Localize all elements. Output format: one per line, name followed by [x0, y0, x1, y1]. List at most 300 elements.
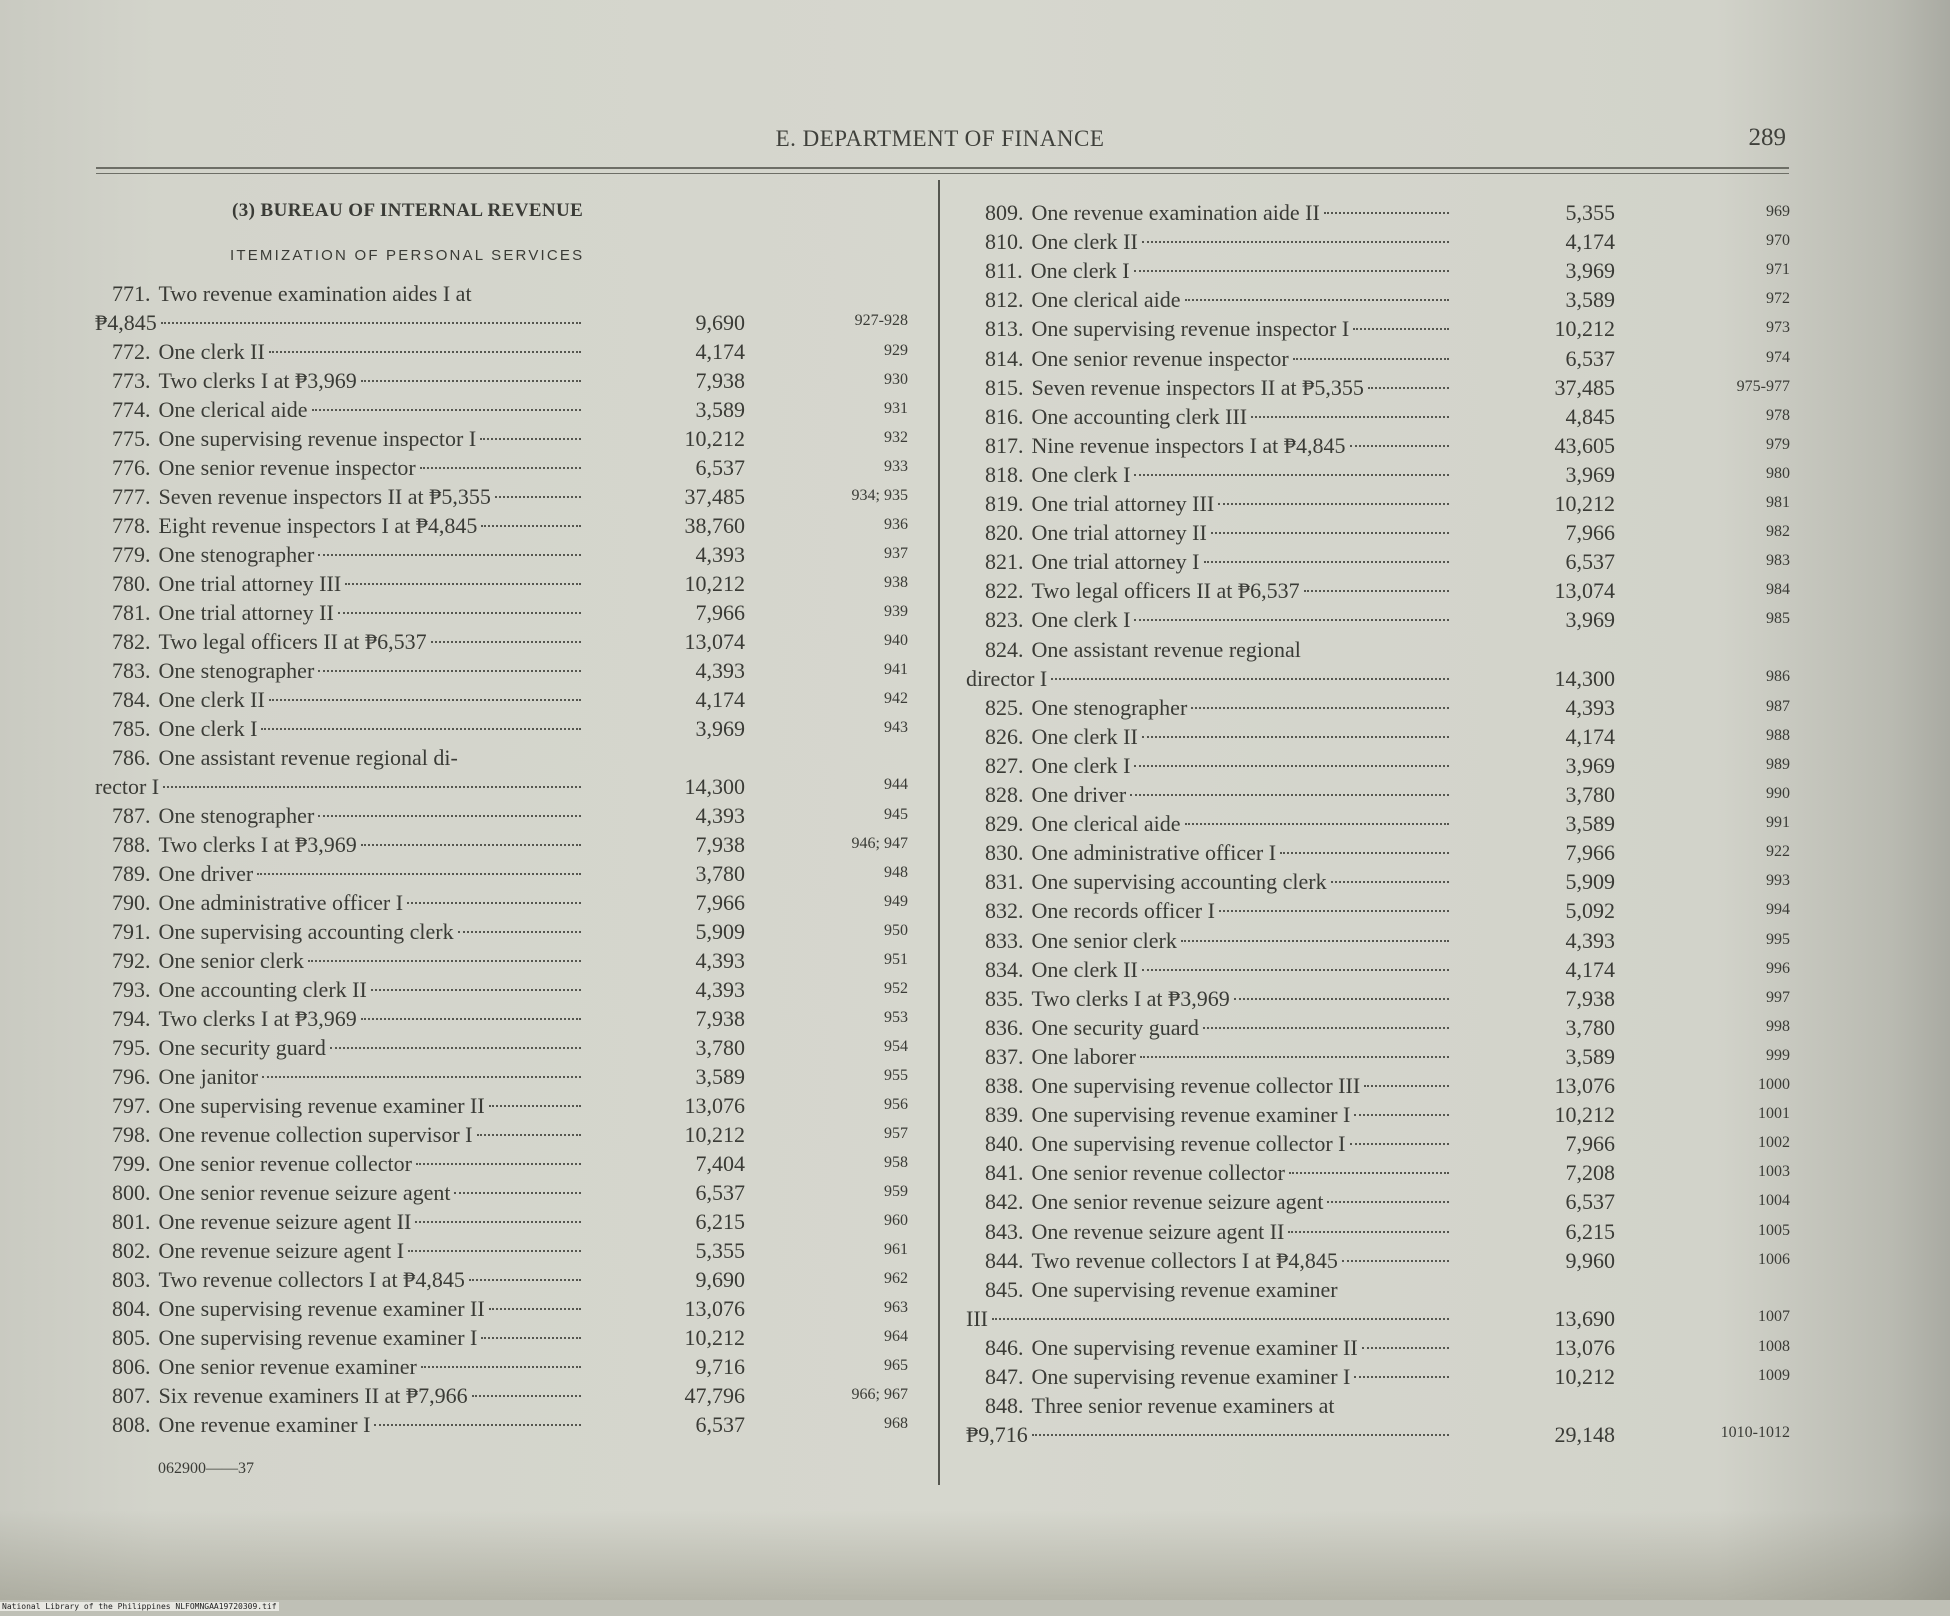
leader-dots: [1051, 678, 1449, 680]
leader-dots: [1289, 1172, 1449, 1174]
entry-label: [985, 637, 1453, 663]
entry-number: 814.: [985, 345, 1024, 371]
entry-label: [112, 1093, 585, 1119]
entry-amount: 4,174: [1565, 229, 1615, 255]
leader-dots: [1134, 270, 1449, 272]
entry-label: [985, 986, 1453, 1012]
entry-number: 829.: [985, 811, 1024, 837]
entry-reference: 944: [884, 776, 908, 793]
entry-number: 825.: [985, 694, 1024, 720]
entry-amount: 4,393: [695, 658, 745, 683]
entry-text: One senior clerk: [1031, 927, 1177, 953]
entry-reference: 1003: [1758, 1163, 1790, 1181]
entry-reference: 956: [884, 1096, 908, 1113]
entry-number: 811.: [985, 258, 1023, 284]
entry-text: One supervising revenue examiner: [1031, 1276, 1338, 1302]
leader-dots: [1354, 1114, 1449, 1116]
leader-dots: [361, 380, 581, 382]
entry-reference: 1001: [1758, 1105, 1790, 1123]
entry-text: Two clerks I at ₱3,969: [158, 832, 357, 857]
entry-number: 773.: [112, 368, 151, 393]
entry-reference: 971: [1766, 261, 1790, 279]
entry-reference: 939: [884, 603, 908, 620]
entry-amount: 3,969: [1565, 461, 1615, 487]
entry-label: [985, 782, 1453, 808]
entry-label: [985, 375, 1453, 401]
leader-dots: [1142, 736, 1449, 738]
entry-number: 788.: [112, 832, 151, 857]
entry-amount: 38,760: [684, 513, 745, 538]
entry-amount: 10,212: [684, 426, 745, 451]
entry-text: One senior revenue collector: [158, 1151, 412, 1176]
entry-text: One senior revenue seizure agent: [158, 1180, 451, 1205]
leader-dots: [1327, 1201, 1449, 1203]
entry-reference: 1002: [1758, 1134, 1790, 1152]
entry-label: [985, 433, 1453, 459]
entry-number: 809.: [985, 200, 1024, 225]
scan-caption: National Library of the Philippines NLFOMNGAA19720309.tif: [2, 1602, 277, 1611]
entry-reference: 969: [1766, 203, 1790, 220]
entry-reference: 974: [1766, 348, 1790, 366]
entry-reference: 965: [884, 1357, 908, 1374]
entry-text: One senior revenue collector: [1031, 1160, 1285, 1186]
entry-label: [112, 745, 585, 771]
entry-reference: 957: [884, 1125, 908, 1142]
entry-label: [985, 724, 1453, 750]
entry-label: [985, 957, 1453, 983]
entry-text: One records officer I: [1031, 898, 1215, 924]
leader-dots: [1368, 387, 1449, 389]
entry-number: 790.: [112, 890, 151, 915]
entry-reference: 936: [884, 516, 908, 533]
entry-number: 844.: [985, 1247, 1024, 1273]
entry-number: 837.: [985, 1043, 1024, 1069]
entry-text: One driver: [158, 861, 254, 886]
entry-text: One stenographer: [1031, 694, 1188, 720]
entry-amount: 6,537: [1565, 345, 1615, 371]
entry-number: 841.: [985, 1160, 1024, 1186]
entry-number: 810.: [985, 229, 1024, 255]
entry-text: One clerical aide: [158, 397, 308, 422]
entry-label: [112, 1296, 585, 1322]
entry-number: 847.: [985, 1364, 1024, 1389]
entry-reference: 929: [884, 342, 908, 359]
entry-label: [112, 658, 585, 684]
leader-dots: [161, 322, 581, 324]
entry-reference: 985: [1766, 610, 1790, 628]
entry-number: 798.: [112, 1122, 151, 1147]
entry-number: 831.: [985, 869, 1024, 895]
entry-label: [985, 1189, 1453, 1215]
entry-text: One senior revenue examiner: [158, 1354, 417, 1379]
leader-dots: [431, 641, 581, 643]
entry-label: [985, 1160, 1453, 1186]
entry-reference: 983: [1766, 552, 1790, 570]
entry-number: 782.: [112, 629, 151, 654]
entry-number: 826.: [985, 723, 1024, 749]
entry-text: One senior clerk: [158, 948, 304, 973]
entry-amount: 3,589: [695, 1064, 745, 1089]
entry-reference: 997: [1766, 988, 1790, 1006]
entry-number: 800.: [112, 1180, 151, 1205]
column-divider: [938, 180, 940, 1485]
entry-text: Two revenue examination aides I at: [158, 281, 472, 306]
leader-dots: [163, 786, 581, 788]
entry-label: [112, 629, 585, 655]
entry-number: 793.: [112, 977, 151, 1002]
entry-text: Eight revenue inspectors I at ₱4,845: [158, 513, 478, 538]
leader-dots: [1350, 1143, 1450, 1145]
entry-reference: 972: [1766, 290, 1790, 308]
entry-text: One clerical aide: [1031, 811, 1181, 837]
entry-label: [985, 1393, 1453, 1419]
entry-amount: 10,212: [684, 571, 745, 596]
entry-number: 771.: [112, 281, 151, 306]
entry-text: One accounting clerk II: [158, 977, 367, 1002]
entry-amount: 3,969: [1565, 258, 1615, 284]
entry-number: 824.: [985, 636, 1024, 662]
leader-dots: [1342, 1260, 1449, 1262]
entry-text: One supervising accounting clerk: [158, 919, 454, 944]
leader-dots: [1134, 765, 1449, 767]
entry-amount: 3,969: [1565, 607, 1615, 633]
entry-reference: 964: [884, 1328, 908, 1345]
entry-number: 791.: [112, 919, 151, 944]
entry-reference: 940: [884, 632, 908, 649]
entry-amount: 3,969: [695, 716, 745, 741]
entry-amount: 4,393: [695, 948, 745, 973]
entry-reference: 973: [1766, 319, 1790, 337]
entry-amount: 4,845: [1565, 403, 1615, 429]
leader-dots: [408, 1250, 581, 1252]
entry-text: One supervising revenue examiner II: [1031, 1334, 1358, 1360]
entry-reference: 952: [884, 980, 908, 997]
leader-dots: [1142, 969, 1449, 971]
entry-number: 802.: [112, 1238, 151, 1263]
entry-text: One senior revenue inspector: [158, 455, 416, 480]
entry-number: 807.: [112, 1383, 151, 1408]
leader-dots: [261, 728, 581, 730]
entry-number: 813.: [985, 316, 1024, 342]
section-subtitle: ITEMIZATION OF PERSONAL SERVICES: [230, 247, 585, 264]
leader-dots: [1142, 241, 1449, 243]
leader-dots: [269, 351, 581, 353]
entry-reference: 993: [1766, 872, 1790, 890]
leader-dots: [361, 844, 581, 846]
entry-label: [985, 1335, 1453, 1361]
leader-dots: [1251, 416, 1449, 418]
entry-label: [985, 346, 1453, 372]
entry-label: [112, 455, 585, 481]
entry-amount: 13,074: [684, 629, 745, 654]
entry-reference: 953: [884, 1009, 908, 1026]
entry-label: [112, 368, 585, 394]
entry-label: [985, 607, 1453, 633]
entry-text: One supervising accounting clerk: [1031, 869, 1327, 895]
entry-label: [95, 310, 585, 336]
entry-number: 842.: [985, 1189, 1024, 1215]
entry-reference: 1008: [1758, 1337, 1790, 1355]
entry-label: [112, 542, 585, 568]
entry-text: One supervising revenue collector I: [1031, 1131, 1346, 1157]
entry-number: 801.: [112, 1209, 151, 1234]
entry-number: 846.: [985, 1334, 1024, 1360]
entry-text: One clerk II: [158, 687, 265, 712]
entry-number: 812.: [985, 287, 1024, 313]
entry-label: [112, 1151, 585, 1177]
entry-text: One clerical aide: [1031, 287, 1181, 313]
leader-dots: [1362, 1347, 1449, 1349]
entry-amount: 10,212: [1554, 316, 1615, 342]
entry-label: [985, 928, 1453, 954]
entry-reference: 963: [884, 1299, 908, 1316]
entry-number: 834.: [985, 956, 1024, 982]
entry-reference: 987: [1766, 697, 1790, 715]
entry-amount: 7,966: [1565, 840, 1615, 866]
entry-label: [112, 1354, 585, 1380]
entry-amount: 9,716: [695, 1354, 745, 1379]
entry-label: [985, 898, 1453, 924]
entry-reference: 927-928: [854, 312, 908, 329]
entry-number: 794.: [112, 1006, 151, 1031]
entry-label: [112, 426, 585, 452]
leader-dots: [1203, 1027, 1449, 1029]
entry-text-continued: director I: [966, 665, 1048, 691]
entry-text: One supervising revenue examiner II: [158, 1093, 485, 1118]
entry-label: [985, 1364, 1453, 1390]
entry-label: [112, 1006, 585, 1032]
entry-number: 781.: [112, 600, 151, 625]
entry-amount: 4,174: [1565, 956, 1615, 982]
entry-label: [985, 404, 1453, 430]
entry-reference: 968: [884, 1415, 908, 1432]
entry-amount: 7,208: [1565, 1160, 1615, 1186]
entry-text: One revenue seizure agent II: [158, 1209, 412, 1234]
entry-amount: 14,300: [684, 774, 745, 799]
leader-dots: [472, 1395, 581, 1397]
entry-reference: 942: [884, 690, 908, 707]
entry-text: One janitor: [158, 1064, 259, 1089]
entry-amount: 9,960: [1565, 1247, 1615, 1273]
entry-text: One revenue seizure agent II: [1031, 1218, 1285, 1244]
entry-label: [112, 1180, 585, 1206]
entry-label: [112, 1412, 585, 1438]
entry-reference: 949: [884, 893, 908, 910]
entry-amount: 3,589: [1565, 1043, 1615, 1069]
entry-label: [112, 832, 585, 858]
entry-text: One supervising revenue examiner II: [158, 1296, 485, 1321]
entry-text: Six revenue examiners II at ₱7,966: [158, 1383, 468, 1408]
leader-dots: [345, 583, 581, 585]
entry-text: Two legal officers II at ₱6,537: [1031, 578, 1300, 604]
entry-number: 820.: [985, 520, 1024, 546]
entry-reference: 961: [884, 1241, 908, 1258]
entry-number: 796.: [112, 1064, 151, 1089]
leader-dots: [318, 815, 581, 817]
entry-label: [985, 1044, 1453, 1070]
entry-text: One supervising revenue inspector I: [1031, 316, 1350, 342]
leader-dots: [1324, 212, 1449, 214]
leader-dots: [1354, 1376, 1449, 1378]
entry-amount: 3,780: [1565, 782, 1615, 807]
entry-amount: 3,780: [695, 1035, 745, 1060]
leader-dots: [458, 931, 581, 933]
entry-label: [112, 1064, 585, 1090]
entry-text: Two revenue collectors I at ₱4,845: [1031, 1247, 1338, 1273]
entry-number: 789.: [112, 861, 151, 886]
leader-dots: [1331, 881, 1449, 883]
entry-amount: 3,780: [1565, 1014, 1615, 1040]
entry-text: Seven revenue inspectors II at ₱5,355: [1031, 374, 1364, 400]
entry-amount: 5,355: [695, 1238, 745, 1263]
entry-amount: 4,174: [695, 339, 745, 364]
entry-number: 774.: [112, 397, 151, 422]
entry-reference: 938: [884, 574, 908, 591]
entry-number: 806.: [112, 1354, 151, 1379]
entry-label: [985, 1102, 1453, 1128]
entry-label: [966, 1422, 1453, 1448]
entry-number: 808.: [112, 1412, 151, 1437]
entry-label: [95, 774, 585, 800]
entry-number: 785.: [112, 716, 151, 741]
entry-reference: 959: [884, 1183, 908, 1200]
leader-dots: [1134, 619, 1449, 621]
entry-number: 784.: [112, 687, 151, 712]
entry-amount: 6,537: [1565, 549, 1615, 575]
leader-dots: [416, 1163, 581, 1165]
entry-number: 835.: [985, 985, 1024, 1011]
entry-amount: 9,690: [695, 1267, 745, 1292]
entry-text: One stenographer: [158, 658, 315, 683]
entry-amount: 4,393: [695, 542, 745, 567]
entry-amount: 10,212: [1554, 1102, 1615, 1128]
leader-dots: [308, 960, 581, 962]
entry-amount: 7,966: [1565, 1131, 1615, 1157]
entry-text: One trial attorney II: [1031, 520, 1207, 546]
entry-reference: 1007: [1758, 1307, 1790, 1325]
entry-text: One laborer: [1031, 1043, 1136, 1069]
entry-reference: 984: [1766, 581, 1790, 599]
entry-text: One stenographer: [158, 803, 315, 828]
entry-reference: 948: [884, 864, 908, 881]
entry-reference: 955: [884, 1067, 908, 1084]
entry-label: [985, 258, 1453, 284]
entry-amount: 13,076: [684, 1093, 745, 1118]
entry-text: One stenographer: [158, 542, 315, 567]
entry-amount: 5,909: [695, 919, 745, 944]
entry-reference: 994: [1766, 901, 1790, 919]
entry-label: [985, 1015, 1453, 1041]
leader-dots: [1364, 1085, 1449, 1087]
entry-amount: 29,148: [1554, 1422, 1615, 1448]
entry-number: 780.: [112, 571, 151, 596]
entry-number: 776.: [112, 455, 151, 480]
entry-reference: 1009: [1758, 1367, 1790, 1384]
entry-text: One clerk I: [1031, 461, 1131, 487]
entry-amount: 7,966: [1565, 520, 1615, 546]
leader-dots: [992, 1318, 1449, 1320]
entry-number: 843.: [985, 1218, 1024, 1244]
entry-reference: 1010-1012: [1720, 1424, 1790, 1442]
entry-reference: 958: [884, 1154, 908, 1171]
entry-label: [112, 513, 585, 539]
leader-dots: [454, 1192, 581, 1194]
entry-number: 840.: [985, 1131, 1024, 1157]
entry-text: Two clerks I at ₱3,969: [1031, 985, 1230, 1011]
entry-reference: 1006: [1758, 1250, 1790, 1268]
entry-number: 827.: [985, 752, 1024, 778]
entry-text: One trial attorney III: [1031, 491, 1215, 516]
entry-label: [112, 919, 585, 945]
entry-number: 838.: [985, 1073, 1024, 1098]
entry-label: [112, 890, 585, 916]
entry-text: One clerk II: [1031, 229, 1138, 255]
entry-number: 830.: [985, 840, 1024, 866]
leader-dots: [469, 1279, 581, 1281]
entry-amount: 14,300: [1554, 665, 1615, 691]
leader-dots: [415, 1221, 581, 1223]
entry-reference: 989: [1766, 755, 1790, 773]
entry-reference: 933: [884, 458, 908, 475]
leader-dots: [318, 554, 581, 556]
entry-text: One clerk II: [158, 339, 265, 364]
entry-amount: 4,393: [1565, 694, 1615, 720]
entry-label: [985, 695, 1453, 721]
header-rule: [96, 167, 1789, 169]
page-number: 289: [1748, 124, 1786, 151]
entry-amount: 7,966: [695, 890, 745, 915]
entry-label: [112, 803, 585, 829]
entry-text: Nine revenue inspectors I at ₱4,845: [1031, 432, 1346, 458]
entry-number: 817.: [985, 432, 1024, 458]
entry-amount: 10,212: [1554, 1364, 1615, 1389]
entry-text: One clerk I: [158, 716, 258, 741]
entry-reference: 1000: [1758, 1076, 1790, 1093]
entry-text: One supervising revenue examiner I: [1031, 1102, 1351, 1128]
entry-number: 845.: [985, 1276, 1024, 1302]
entry-label: [112, 571, 585, 597]
leader-dots: [1181, 940, 1449, 942]
entry-amount: 9,690: [695, 310, 745, 335]
entry-reference: 932: [884, 429, 908, 446]
entry-label: [112, 1267, 585, 1293]
entry-number: 836.: [985, 1014, 1024, 1040]
entry-amount: 7,404: [695, 1151, 745, 1176]
entry-text: One clerk I: [1031, 607, 1131, 633]
entry-reference: 982: [1766, 523, 1790, 541]
entry-amount: 4,174: [1565, 723, 1615, 749]
entry-amount: 6,215: [695, 1209, 745, 1234]
entry-text: One supervising revenue examiner I: [158, 1325, 478, 1350]
entry-label: [112, 1238, 585, 1264]
entry-label: [985, 1219, 1453, 1245]
leader-dots: [361, 1018, 581, 1020]
entry-label: [112, 716, 585, 742]
entry-reference: 930: [884, 371, 908, 388]
entry-reference: 980: [1766, 464, 1790, 482]
entry-reference: 986: [1766, 667, 1790, 685]
entry-text: One trial attorney II: [158, 600, 334, 625]
entry-number: 772.: [112, 339, 151, 364]
entry-label: [112, 948, 585, 974]
entry-text: One trial attorney III: [158, 571, 342, 596]
entry-number: 786.: [112, 745, 151, 770]
leader-dots: [407, 902, 581, 904]
leader-dots: [262, 1076, 581, 1078]
entry-text-continued: III: [966, 1305, 988, 1331]
entry-amount: 7,966: [695, 600, 745, 625]
entry-reference: 941: [884, 661, 908, 678]
